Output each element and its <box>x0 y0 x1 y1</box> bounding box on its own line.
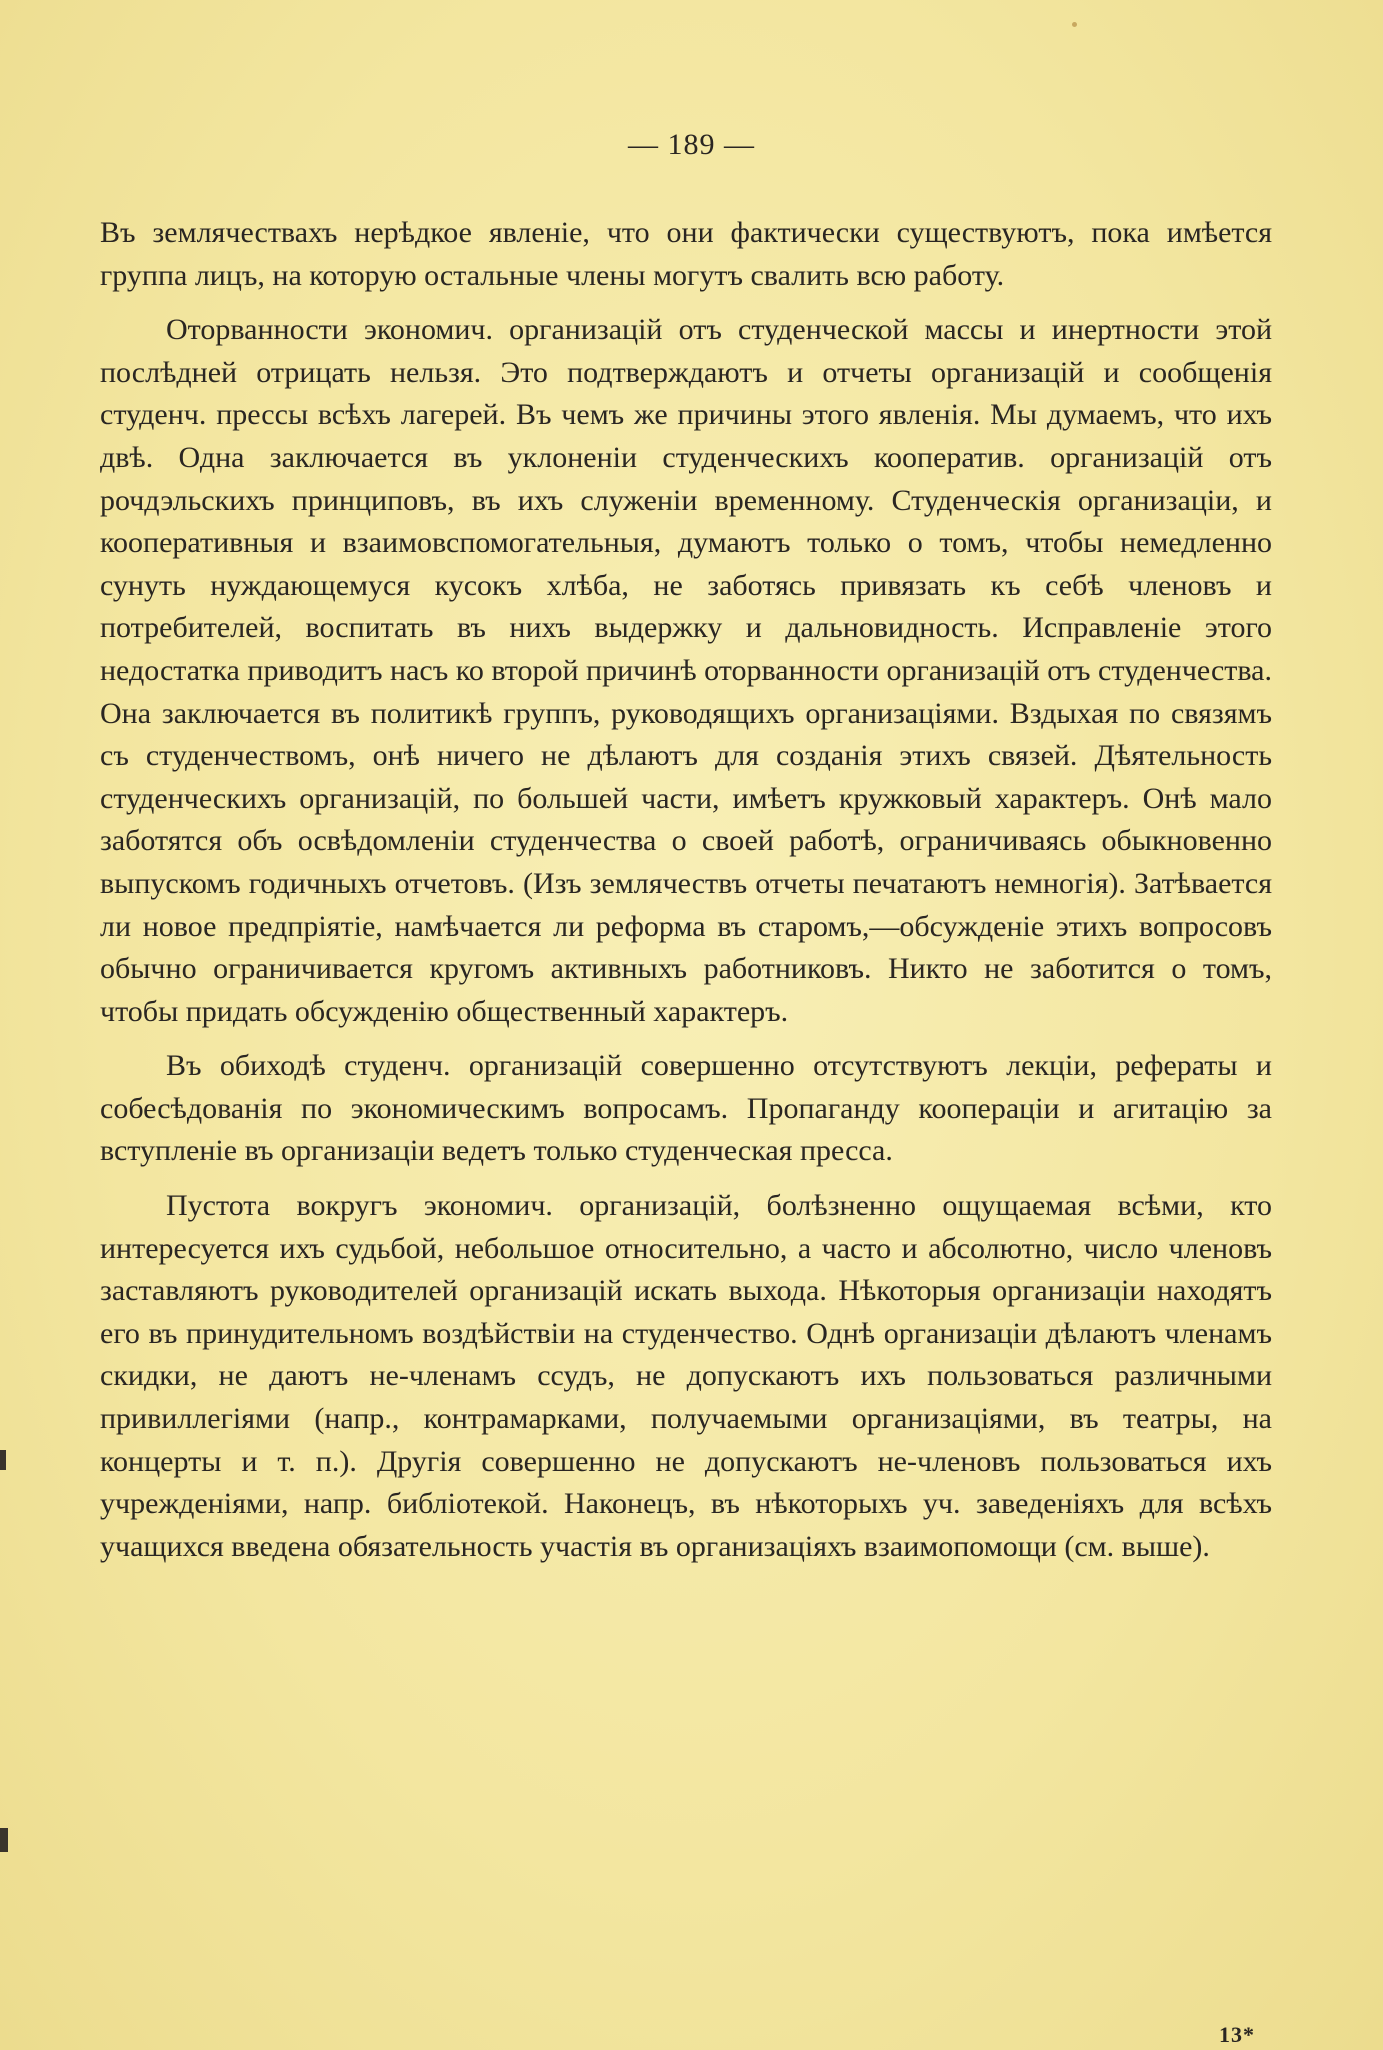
page-edge-mark <box>0 1828 8 1852</box>
body-text <box>100 212 1272 1580</box>
paragraph: Въ землячествахъ нерѣдкое явленіе, что они фактически существуютъ, пока имѣется группа лицъ, на которую остальные члены могутъ свалить всю работу. <box>100 216 1272 292</box>
paragraph: Пустота вокругъ экономич. организацій, болѣзненно ощущаемая всѣми, кто интересуется ихъ судьбой, небольшое относительно, а часто и абсолютно, число членовъ заставляютъ руководителей организацій искать выхода. Нѣкоторыя организаціи находятъ его въ принудительномъ воздѣйствіи на студенчество. Однѣ организаціи дѣлаютъ членамъ скидки, не даютъ не-членамъ ссудъ, не допускаютъ ихъ пользоваться различными привиллегіями (напр., контрамарками, получаемыми организаціями, въ театры, на концерты и т. п.). Другія совершенно не допускаютъ не-членовъ пользоваться ихъ учрежденіями, напр. библіотекой. Наконецъ, въ нѣкоторыхъ уч. заведеніяхъ для всѣхъ учащихся введена обязательность участія въ организаціяхъ взаимопомощи (см. выше). <box>100 1189 1272 1563</box>
paragraph: Въ обиходѣ студенч. организацій совершенно отсутствуютъ лекціи, рефераты и собесѣдованія по экономическимъ вопросамъ. Пропаганду коопераціи и агитацію за вступленіе въ организаціи ведетъ только студенческая пресса. <box>100 1049 1272 1168</box>
paper-spot <box>1072 22 1077 27</box>
printer-signature-mark: 13* <box>1219 2022 1255 2047</box>
paragraph: Оторванности экономич. организацій отъ студенческой массы и инертности этой послѣдней отрицать нельзя. Это подтверждаютъ и отчеты организацій и сообщенія студенч. прессы всѣхъ лагерей. Въ чемъ же причины этого явленія. Мы думаемъ, что ихъ двѣ. Одна заключается въ уклоненіи студенческихъ кооператив. организацій отъ рочдэльскихъ принциповъ, въ ихъ служеніи временному. Студенческія организаціи, и кооперативныя и взаимовспомогательныя, думаютъ только о томъ, чтобы немедленно сунуть нуждающемуся кусокъ хлѣба, не заботясь привязать къ себѣ членовъ и потребителей, воспитать въ нихъ выдержку и дальновидность. Исправленіе этого недостатка приводитъ насъ ко второй причинѣ оторванности организацій отъ студенчества. Она заключается въ политикѣ группъ, руководящихъ организаціями. Вздыхая по связямъ съ студенчествомъ, онѣ ничего не дѣлаютъ для созданія этихъ связей. Дѣятельность студенческихъ организацій, по большей части, имѣетъ кружковый характеръ. Онѣ мало заботятся объ освѣдомленіи студенчества о своей работѣ, ограничиваясь обыкновенно выпускомъ годичныхъ отчетовъ. (Изъ землячествъ отчеты печатаютъ немногія). Затѣвается ли новое предпріятіе, намѣчается ли реформа въ старомъ,—обсужденіе этихъ вопросовъ обычно ограничивается кругомъ активныхъ работниковъ. Никто не заботится о томъ, чтобы придать обсужденію общественный характеръ. <box>100 313 1272 1028</box>
page-number: — 189 — <box>628 128 755 161</box>
page-edge-mark <box>0 1450 6 1470</box>
